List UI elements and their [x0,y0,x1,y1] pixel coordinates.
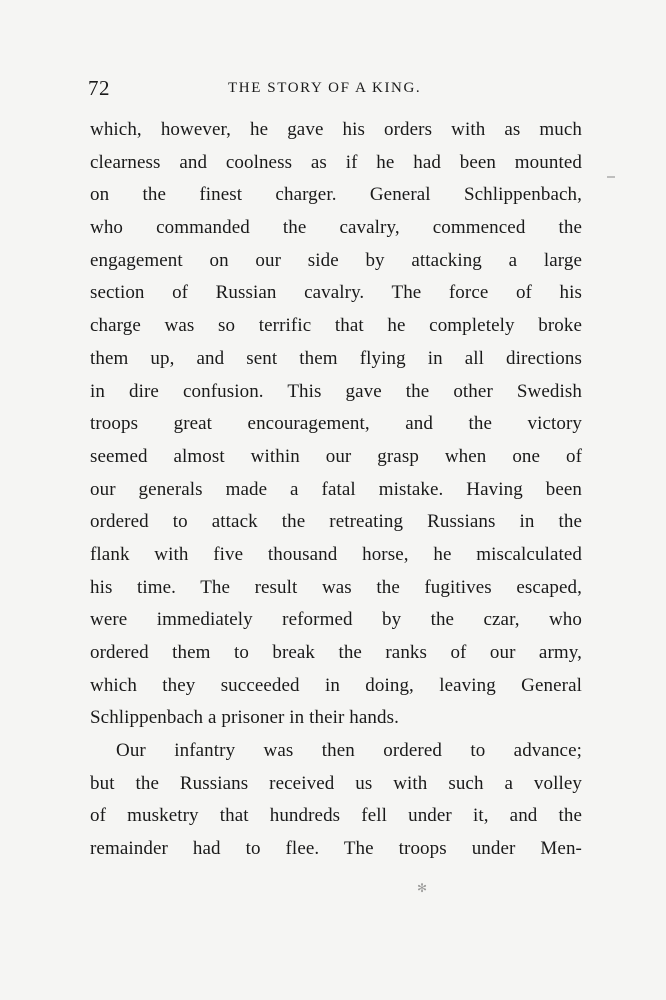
text-line: Schlippenbach a prisoner in their hands. [90,707,399,729]
running-head: THE STORY OF A KING. [228,80,422,96]
text-line: but the Russians received us with such a volley [90,772,582,794]
ink-speck: ✻ [416,881,428,895]
text-line: troops great encouragement, and the victory [90,413,582,435]
text-line: section of Russian cavalry. The force of his [90,282,582,304]
text-line: Our infantry was then ordered to advance; [116,740,582,762]
text-line: them up, and sent them flying in all directions [90,347,582,369]
text-line: his time. The result was the fugitives escaped, [90,576,582,598]
text-line: seemed almost within our grasp when one of [90,445,582,467]
text-line: charge was so terrific that he completely broke [90,315,582,337]
margin-mark [607,176,615,178]
text-line: engagement on our side by attacking a large [90,249,582,271]
text-line: in dire confusion. This gave the other Swedish [90,380,582,402]
body-text [90,114,582,866]
text-line: flank with five thousand horse, he miscalculated [90,543,582,565]
text-line: which, however, he gave his orders with as much [90,119,582,140]
text-line: of musketry that hundreds fell under it, and the [90,805,582,827]
text-line: clearness and coolness as if he had been mounted [90,151,582,173]
text-line: ordered to attack the retreating Russians in the [90,511,582,533]
text-line: who commanded the cavalry, commenced the [90,217,582,239]
text-line: our generals made a fatal mistake. Having been [90,478,582,500]
text-line: remainder had to flee. The troops under Men- [90,838,582,860]
text-line: which they succeeded in doing, leaving General [90,674,582,696]
text-line: were immediately reformed by the czar, who [90,609,582,631]
text-line: on the finest charger. General Schlippenbach, [90,184,582,206]
page-number: 72 [88,76,110,100]
text-line: ordered them to break the ranks of our army, [90,642,582,663]
